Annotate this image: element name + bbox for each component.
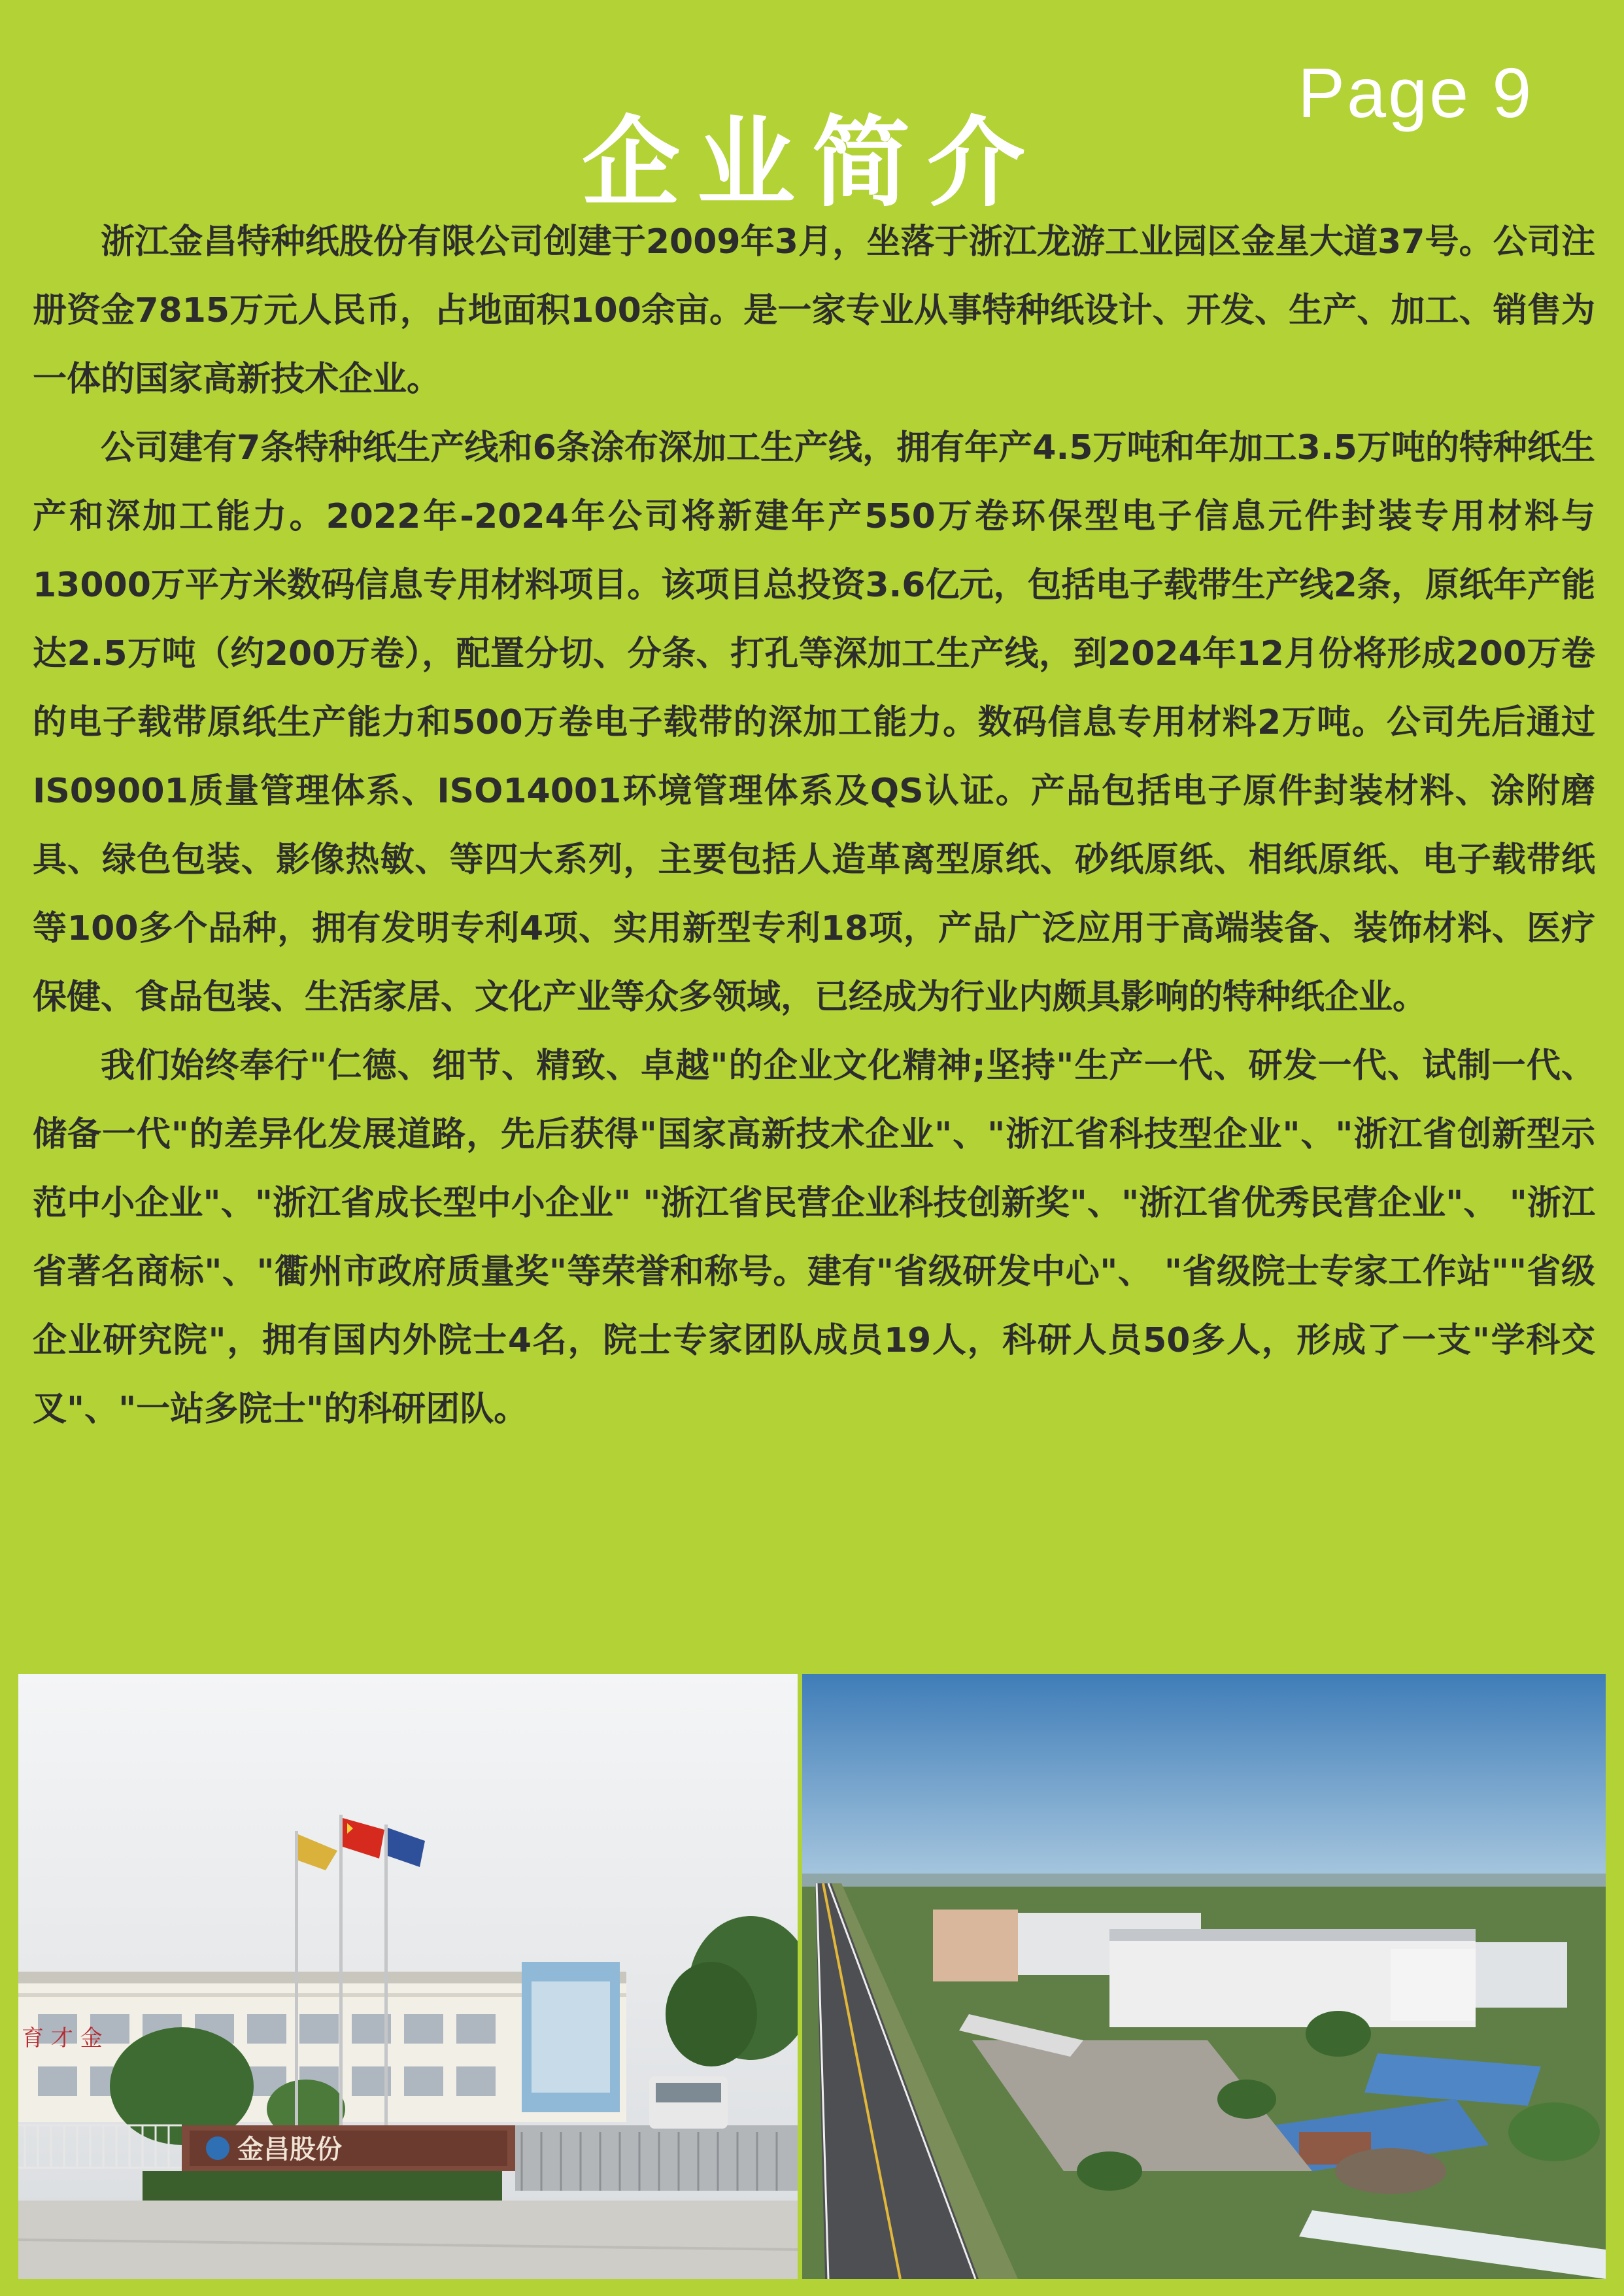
factory-aerial-photo — [802, 1674, 1606, 2279]
company-intro-text — [33, 208, 1595, 1444]
company-sign-text: 金昌股份 — [237, 2134, 342, 2165]
page-number: Page 9 — [1298, 53, 1534, 132]
company-gate-photo — [18, 1674, 798, 2279]
banner-text: 育 才 金 — [22, 2025, 103, 2051]
production-paragraph: 公司建有7条特种纸生产线和6条涂布深加工生产线，拥有年产4.5万吨和年加工3.5万吨的特种纸生产和深加工能力。2022年-2024年公司将新建年产550万卷环保型电子信息元件封装专用材料与13000万平方米数码信息专用材料项目。该项目总投资3.6亿元，包括电子载带生产线2条，原纸年产能达2.5万吨（约200万卷），配置分切、分条、打孔等深加工生产线，到2024年12月份将形成200万卷的电子载带原纸生产能力和500万卷电子载带的深加工能力。数码信息专用材料2万吨。公司先后通过IS09001质量管理体系、ISO14001环境管理体系及QS认证。产品包括电子原件封装材料、涂附磨具、绿色包装、影像热敏、等四大系列，主要包括人造革离型原纸、砂纸原纸、相纸原纸、电子载带纸等100多个品种，拥有发明专利4项、实用新型专利18项，产品广泛应用于高端装备、装饰材料、医疗保健、食品包装、生活家居、文化产业等众多领域，已经成为行业内颇具影响的特种纸企业。 — [33, 428, 1595, 1017]
culture-paragraph: 我们始终奉行"仁德、细节、精致、卓越"的企业文化精神;坚持"生产一代、研发一代、试制一代、储备一代"的差异化发展道路，先后获得"国家高新技术企业"、"浙江省科技型企业"、"浙江省创新型示范中小企业"、"浙江省成长型中小企业" "浙江省民营企业科技创新奖"、"浙江省优秀民营企业"、 "浙江省著名商标"、"衢州市政府质量奖"等荣誉和称号。建有"省级研发中心"、 "省级院士专家工作站""省级企业研究院"，拥有国内外院士4名，院士专家团队成员19人，科研人员50多人，形成了一支"学科交叉"、"一站多院士"的科研团队。 — [33, 1046, 1595, 1429]
intro-paragraph: 浙江金昌特种纸股份有限公司创建于2009年3月，坐落于浙江龙游工业园区金星大道37号。公司注册资金7815万元人民币，占地面积100余亩。是一家专业从事特种纸设计、开发、生产、加工、销售为一体的国家高新技术企业。 — [33, 222, 1595, 399]
page-title: 企业简介 — [581, 107, 1042, 220]
